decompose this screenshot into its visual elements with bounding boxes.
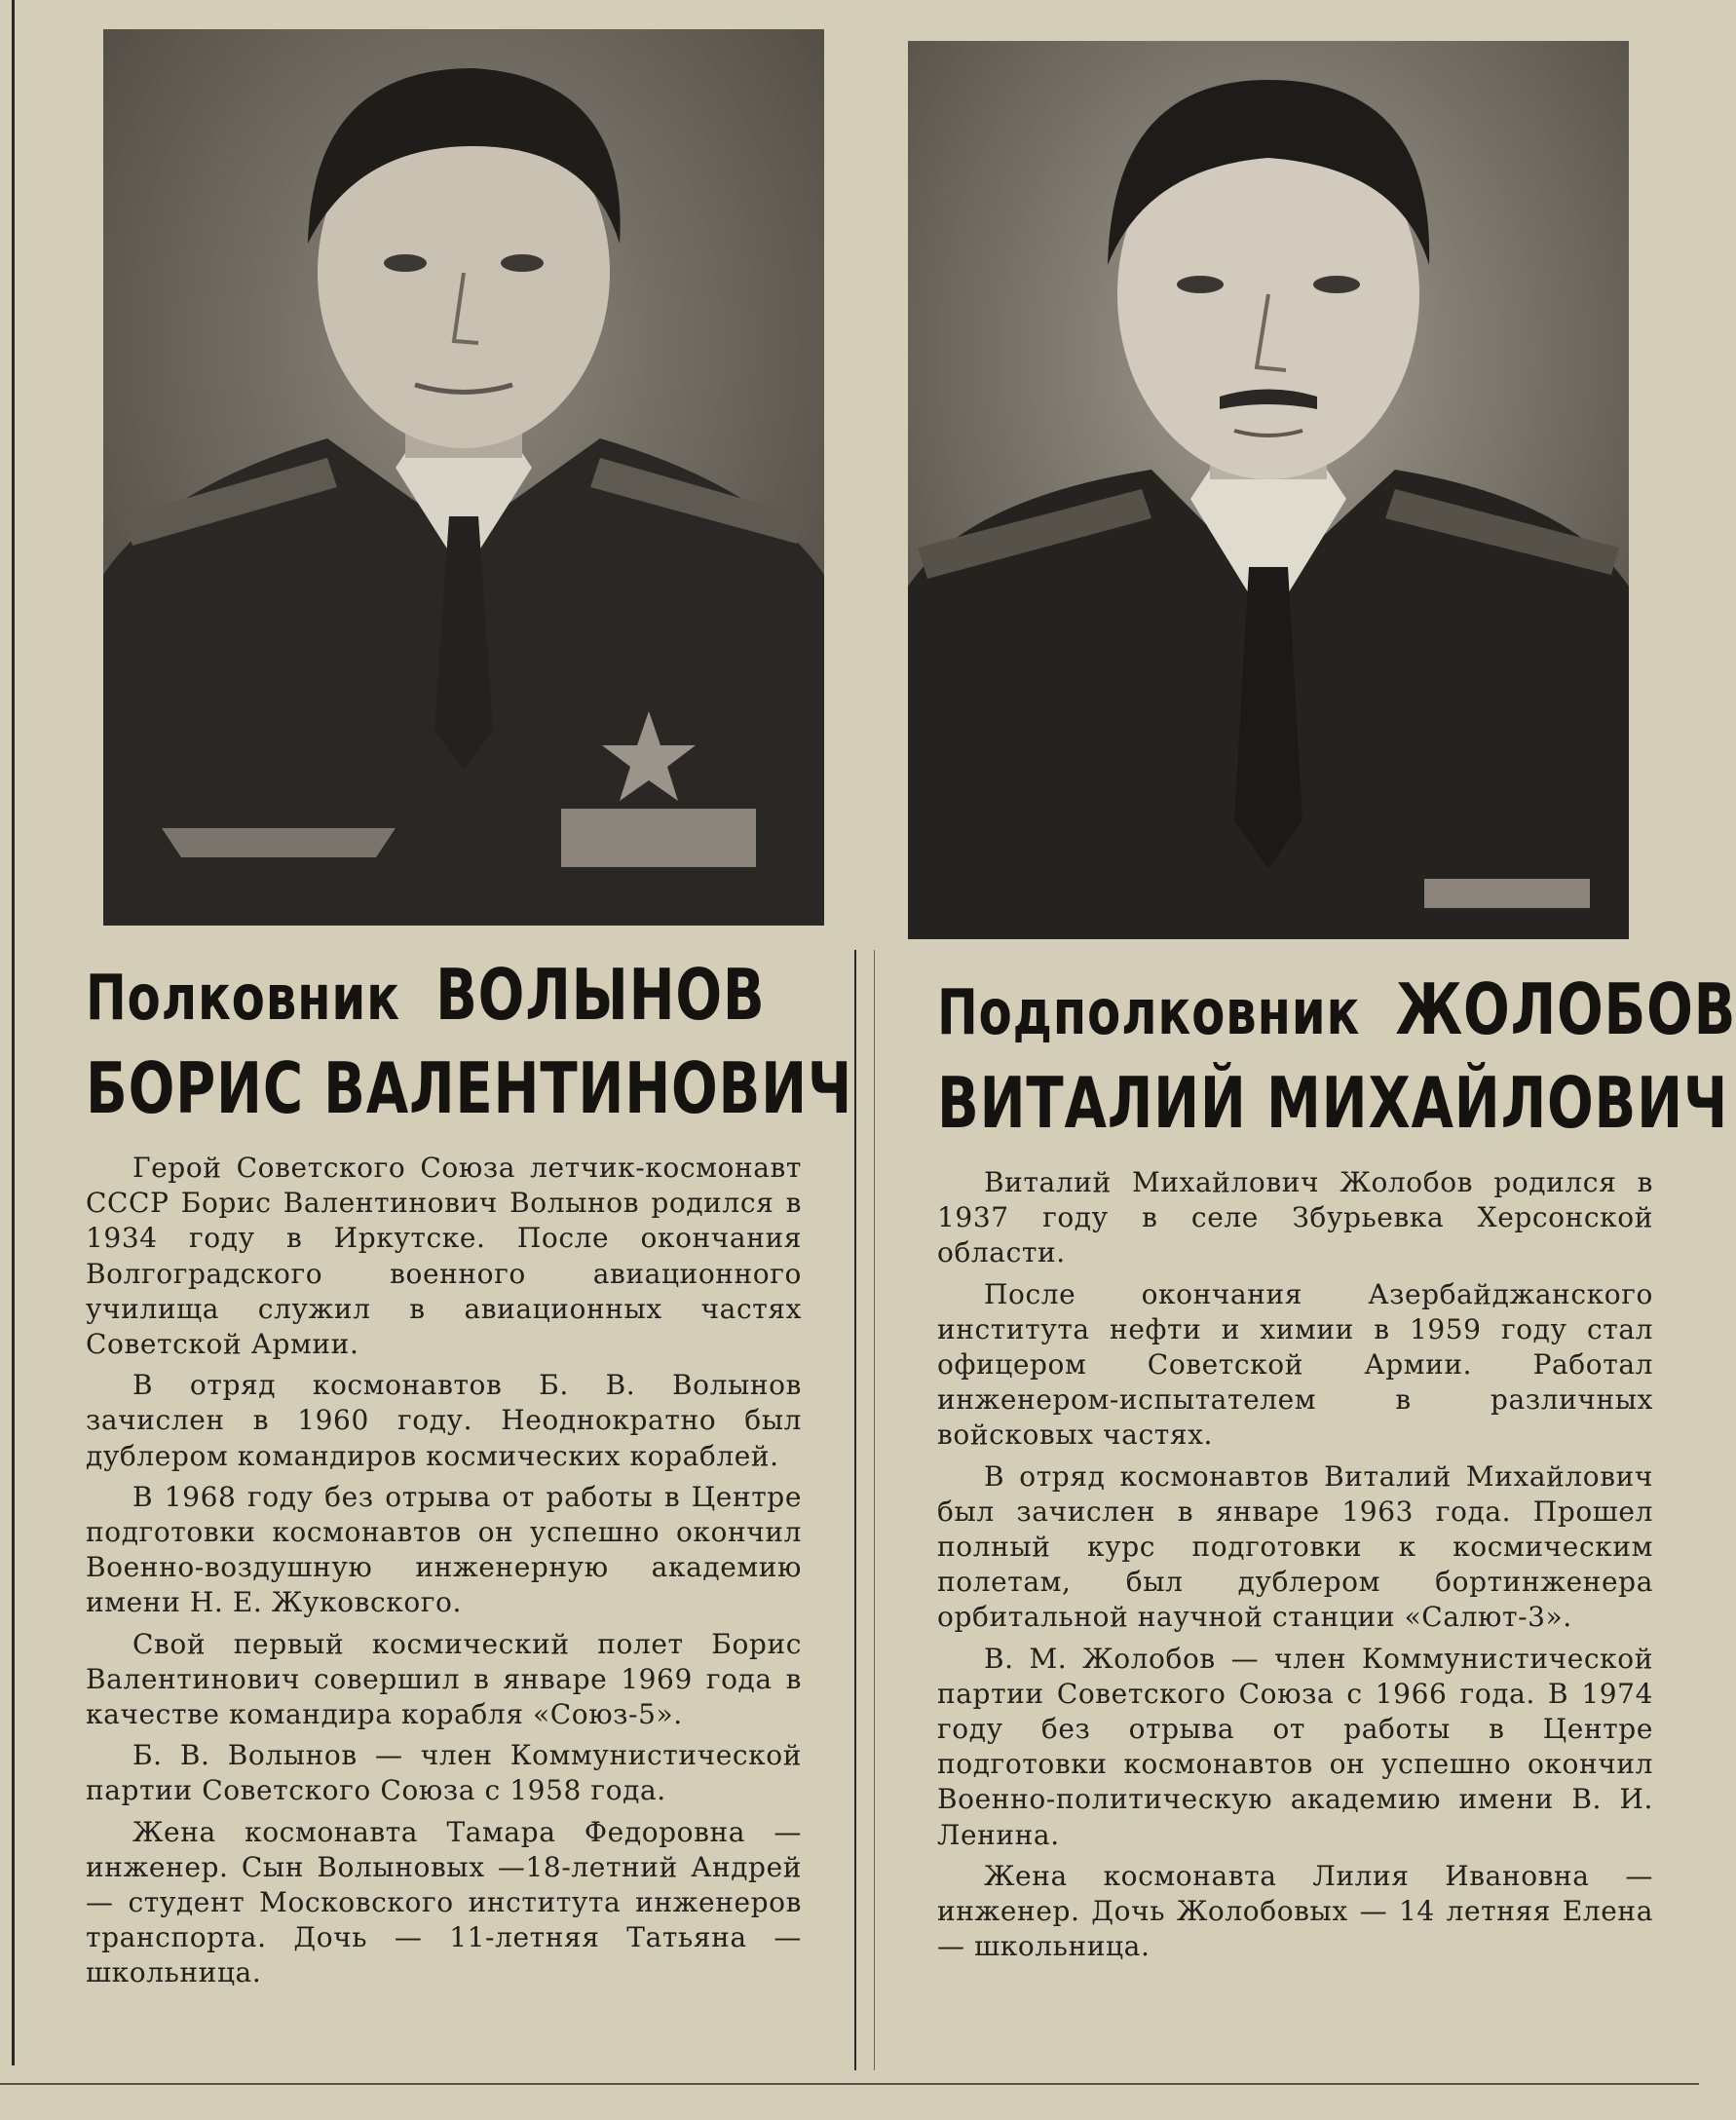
paragraph: Виталий Михайлович Жолобов родился в 1937 году в селе Збурьевка Херсонской области. [937, 1166, 1653, 1269]
paragraph: Свой первый космический полет Борис Валентинович совершил в январе 1969 года в качестве командира корабля «Союз-5». [86, 1627, 802, 1731]
fullname-volynov: БОРИС ВАЛЕНТИНОВИЧ [86, 1047, 853, 1129]
article-zholobov [937, 965, 1736, 1970]
paragraph: Б. В. Волынов — член Коммунистической партии Советского Союза с 1958 года. [86, 1739, 802, 1807]
biography-zholobov [937, 1165, 1653, 1964]
article-volynov [86, 950, 853, 1997]
biography-volynov [86, 1151, 802, 1991]
column-divider [854, 950, 856, 2070]
headline-zholobov [937, 965, 1736, 1148]
paragraph: В. М. Жолобов — член Коммунистической партии Советского Союза с 1966 года. В 1974 году без отрыва от работы в Центре подготовки космонавтов он успешно окончил Военно-политическую академию имени В. И. Ленина. [937, 1642, 1653, 1851]
rank-volynov: Полковник [86, 963, 400, 1035]
paragraph: Герой Советского Союза летчик-космонавт СССР Борис Валентинович Волынов родился в 1934 году в Иркутске. После окончания Волгоградского военного авиационного училища служил в авиационных частях Советской Армии. [86, 1152, 802, 1361]
page-border-bottom [0, 2083, 1699, 2085]
paragraph: После окончания Азербайджанского института нефти и химии в 1959 году стал офицером Советской Армии. Работал инженером-испытателем в различных войсковых частях. [937, 1277, 1653, 1452]
paragraph: В отряд космонавтов Виталий Михайлович был зачислен в январе 1963 года. Прошел полный курс подготовки к космическим полетам, был дублером бортинженера орбитальной научной станции «Салют-3». [937, 1459, 1653, 1634]
headline-line-1 [86, 950, 766, 1043]
fullname-zholobov: ВИТАЛИЙ МИХАЙЛОВИЧ [937, 1062, 1729, 1144]
surname-zholobov: ЖОЛОБОВ [1395, 968, 1736, 1050]
portrait-photo-volynov [103, 29, 824, 926]
paragraph: Жена космонавта Тамара Федоровна — инженер. Сын Волыновых —18-летний Андрей — студент Московского института инженеров транспорта. Дочь — 11-летняя Татьяна — школьница. [86, 1815, 802, 1989]
surname-volynov: ВОЛЫНОВ [435, 954, 766, 1036]
paragraph: Жена космонавта Лилия Ивановна — инженер. Дочь Жолобовых — 14 летняя Елена — школьница. [937, 1859, 1653, 1963]
page-border-left [12, 0, 15, 2065]
column-divider-thin [874, 950, 875, 2070]
rank-zholobov: Подполковник [937, 977, 1361, 1049]
paragraph: В отряд космонавтов Б. В. Волынов зачислен в 1960 году. Неоднократно был дублером командиров космических кораблей. [86, 1369, 802, 1472]
paragraph: В 1968 году без отрыва от работы в Центре подготовки космонавтов он успешно окончил Военно-воздушную инженерную академию имени Н. Е. Жуковского. [86, 1480, 802, 1619]
headline-volynov [86, 950, 853, 1133]
portrait-photo-zholobov [908, 41, 1629, 939]
headline-line-1 [937, 965, 1736, 1058]
